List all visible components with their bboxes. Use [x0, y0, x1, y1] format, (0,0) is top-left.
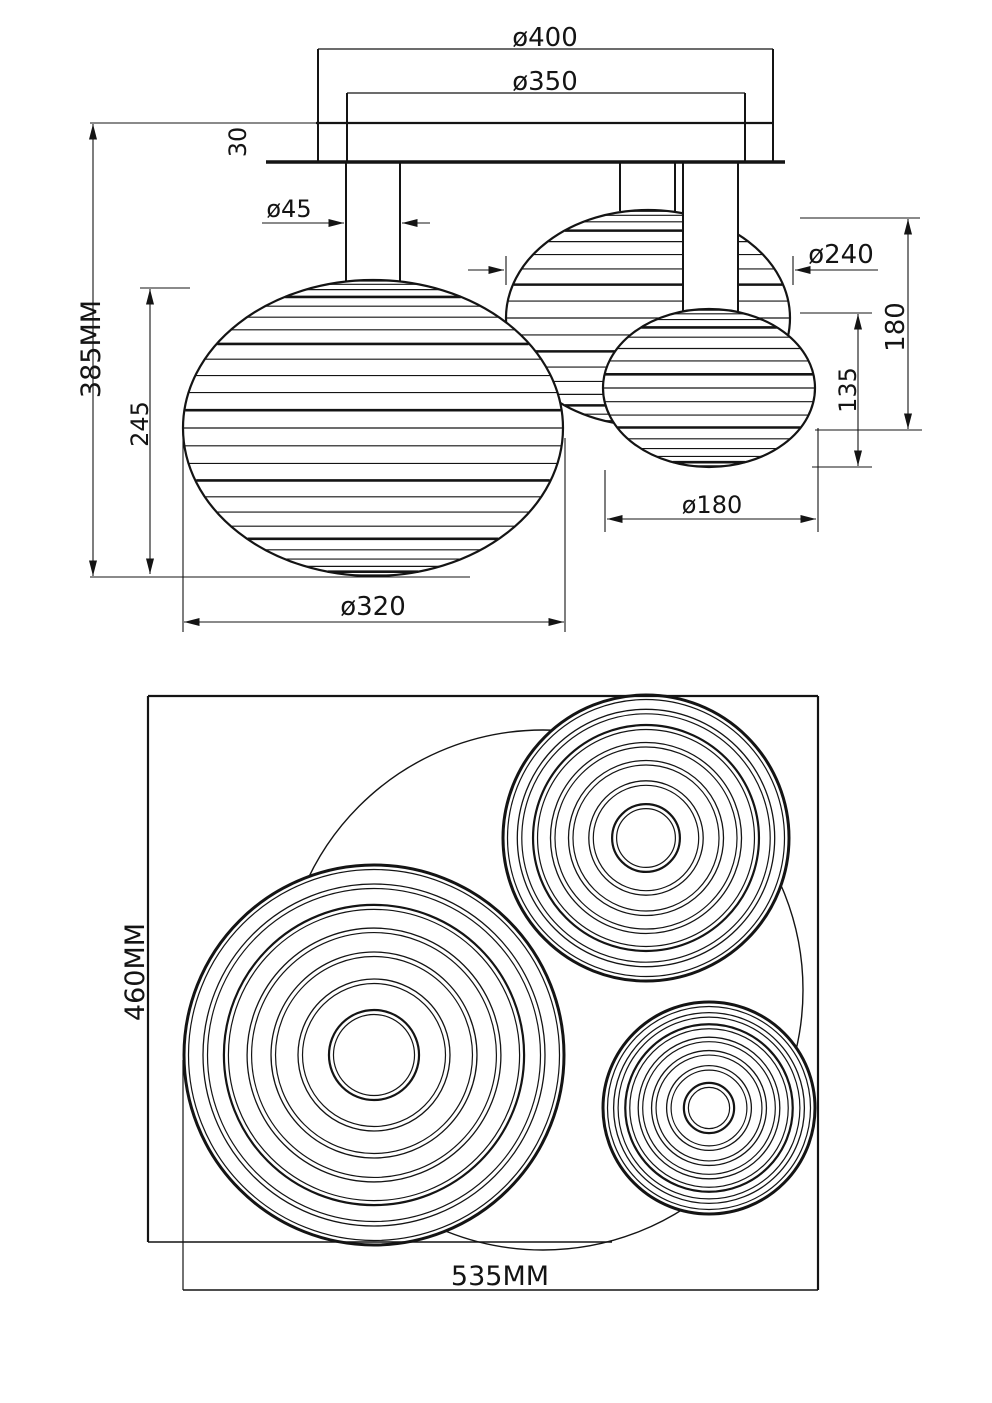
- medium-sphere-stem: [620, 162, 675, 211]
- dim-label-stem-diameter: ø45: [266, 195, 312, 223]
- dim-label-overall-height: 385MM: [76, 299, 107, 399]
- dim-label-medium-sphere-diameter: ø240: [808, 240, 874, 270]
- dim-label-overall-depth: 460MM: [120, 922, 151, 1022]
- dim-label-small-sphere-diameter: ø180: [681, 491, 743, 519]
- medium-sphere-plan: [503, 695, 789, 981]
- dim-label-canopy-outer-diameter: ø400: [512, 23, 578, 53]
- dim-label-canopy-thickness: 30: [224, 126, 252, 158]
- dim-label-small-sphere-height: 135: [834, 367, 862, 413]
- front-view: [76, 23, 922, 632]
- large-sphere-plan: [184, 865, 564, 1245]
- small-sphere-plan: [603, 1002, 815, 1214]
- dim-label-large-sphere-diameter: ø320: [340, 592, 406, 622]
- dim-label-overall-width: 535MM: [450, 1261, 550, 1292]
- small-sphere-stem: [683, 162, 738, 312]
- small-sphere: [603, 309, 815, 467]
- large-sphere-stem: [346, 162, 400, 282]
- large-sphere: [183, 280, 563, 576]
- canopy-plate: [90, 49, 785, 162]
- dim-label-medium-sphere-height: 180: [881, 302, 911, 352]
- dim-label-canopy-inner-diameter: ø350: [512, 67, 578, 97]
- dim-label-large-sphere-height: 245: [126, 401, 154, 447]
- plan-view: [120, 695, 818, 1292]
